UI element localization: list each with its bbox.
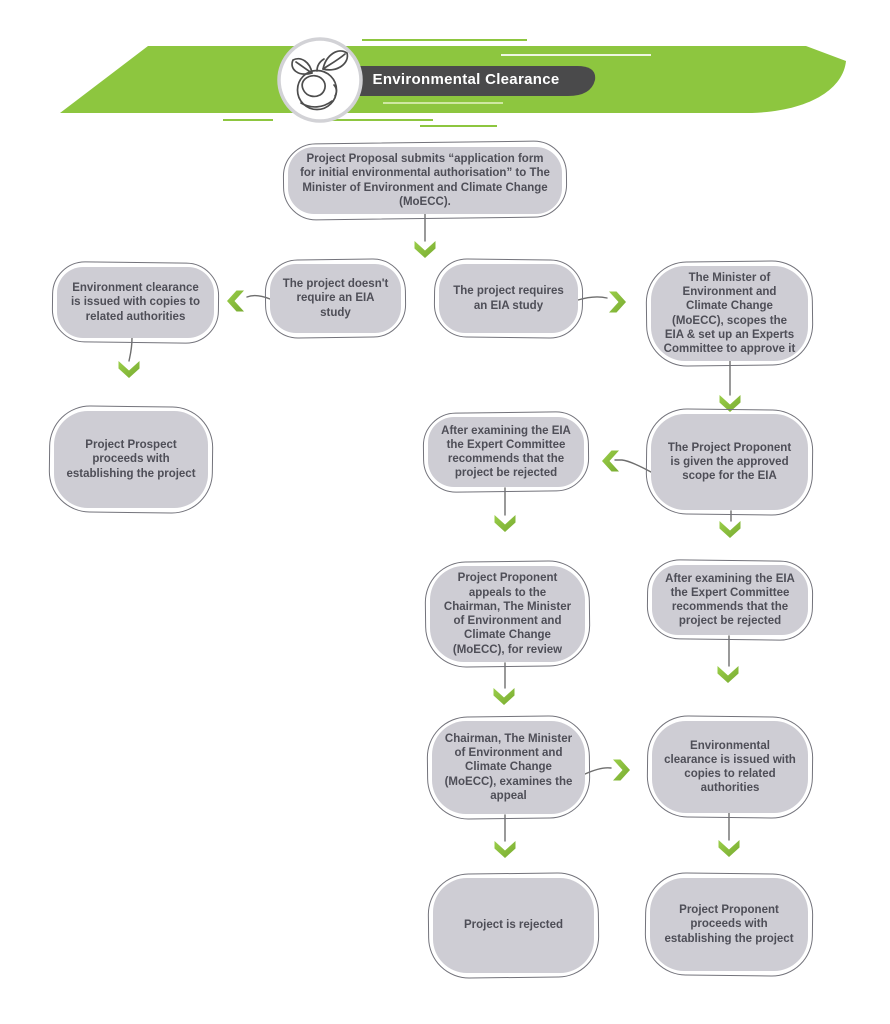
chevron-down-icon (494, 688, 515, 705)
chevron-left-icon (227, 291, 244, 312)
node-proponent-appeals: Project Proponent appeals to the Chairman, The Minister of Environment and Climate Change (MoECC), for review (430, 566, 585, 662)
chevron-down-icon (720, 521, 741, 538)
node-clearance-issued-right: Environmental clearance is issued with copies to related authorities (652, 721, 808, 813)
node-chairman-examines: Chairman, The Minister of Environment and Climate Change (MoECC), examines the appeal (432, 721, 585, 814)
node-approved-scope: The Project Proponent is given the approved scope for the EIA (651, 414, 808, 510)
node-committee-rejects-mid: After examining the EIA the Expert Committee recommends that the project be rejected (428, 417, 584, 487)
node-prospect-proceeds: Project Prospect proceeds with establishing the project (54, 411, 208, 508)
node-no-eia: The project doesn't require an EIA study (270, 264, 401, 333)
chevron-down-icon (720, 395, 741, 412)
chevron-down-icon (119, 361, 140, 378)
connector-clearance-left-down (129, 338, 132, 361)
chevron-left-icon (602, 451, 619, 472)
node-project-rejected: Project is rejected (433, 878, 594, 973)
node-requires-eia: The project requires an EIA study (439, 264, 578, 333)
chevron-right-icon (609, 292, 626, 313)
page-title: Environmental Clearance (372, 71, 560, 88)
node-proposal: Project Proposal submits “application form for initial environmental authorisation” to The Minister of Environment and Climate Change (MoECC). (288, 147, 562, 214)
connector-requires-eia-right (578, 297, 607, 300)
node-minister-scopes: The Minister of Environment and Climate Change (MoECC), scopes the EIA & set up an Experts Committee to approve it (651, 266, 808, 361)
connector-no-eia-left (247, 296, 270, 299)
chevron-down-icon (719, 840, 740, 857)
connector-scope-left (615, 460, 651, 472)
chevron-down-icon (495, 841, 516, 858)
node-committee-rejects-right: After examining the EIA the Expert Committee recommends that the project be rejected (652, 565, 808, 635)
node-clearance-issued-left: Environment clearance is issued with copies to related authorities (57, 267, 214, 338)
chevron-down-icon (495, 515, 516, 532)
chevron-right-icon (613, 760, 630, 781)
chevron-down-icon (718, 666, 739, 683)
node-proponent-proceeds: Project Proponent proceeds with establishing the project (650, 878, 808, 971)
connector-chairman-right (585, 768, 611, 774)
chevron-down-icon (415, 241, 436, 258)
